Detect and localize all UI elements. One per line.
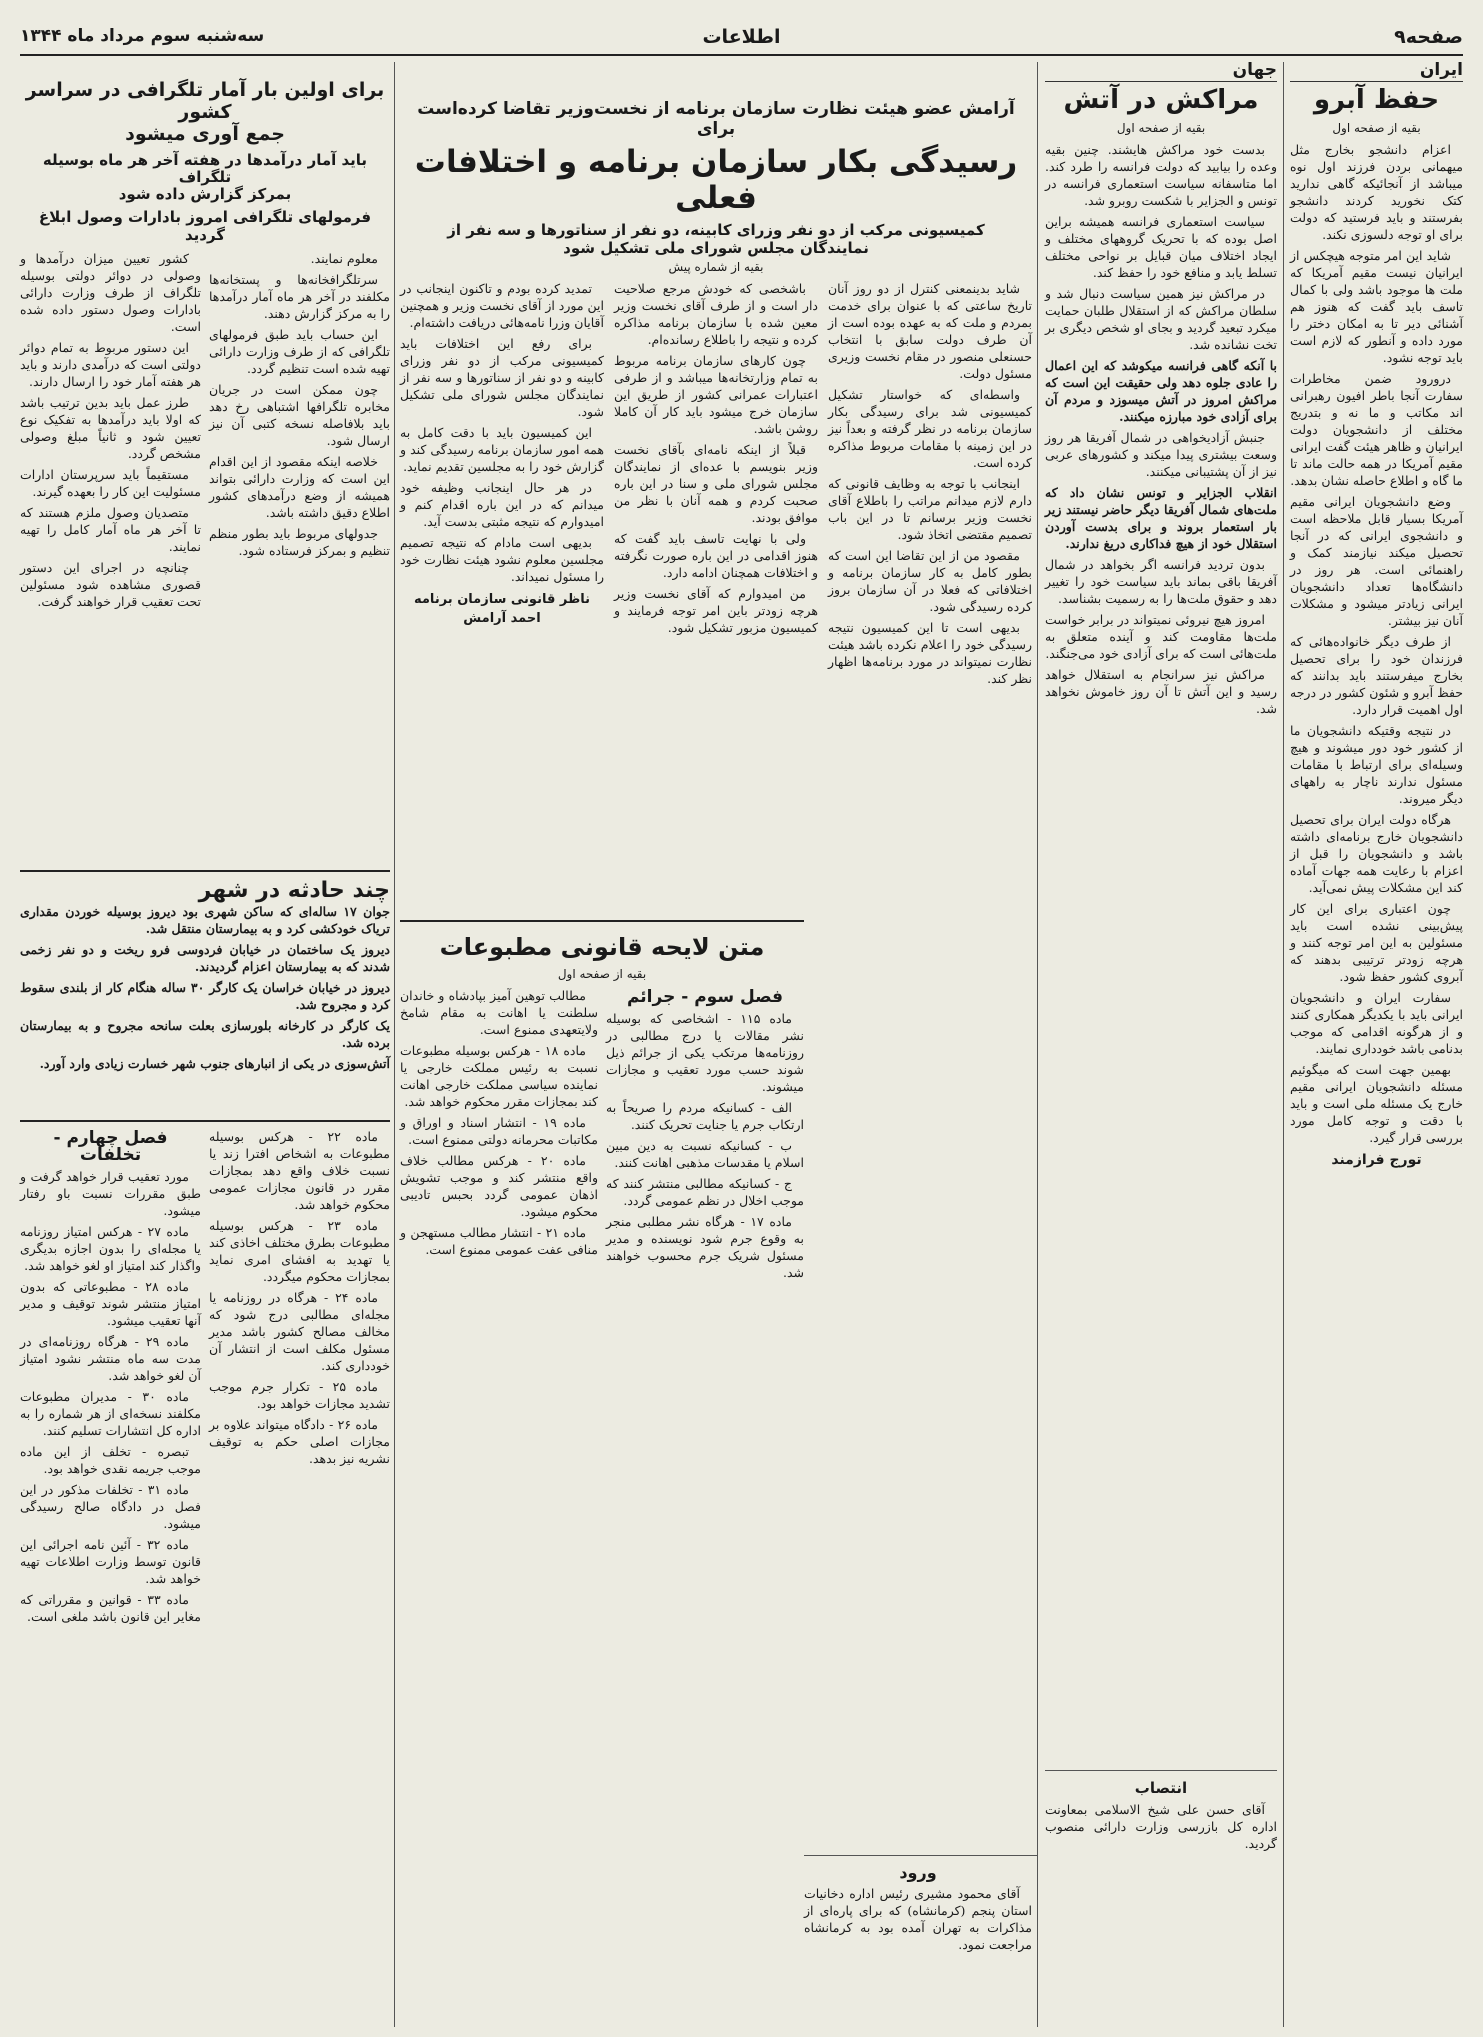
paragraph: بدون تردید فرانسه اگر بخواهد در شمال آفریقا باقی بماند باید سیاست خود را تغییر دهد و حقوق ملت‌ها را به رسمیت بشناسد. <box>1045 556 1277 606</box>
continued-note: بقیه از صفحه اول <box>1332 120 1421 135</box>
law-article: ماده ۳۱ - تخلفات مذکور در این فصل در دادگاه صالح رسیدگی میشود. <box>20 1482 201 1531</box>
paragraph: این دستور مربوط به تمام دوائر دولتی است که درآمدی دارند و باید هر هفته آمار خود را ارسال دارند. <box>20 339 201 389</box>
section-label-world: جهان <box>1045 62 1277 82</box>
paragraph: سرتلگرافخانه‌ها و پستخانه‌ها مکلفند در آخر هر ماه آمار درآمدها را به مرکز گزارش دهند. <box>209 271 390 321</box>
headline-plan-organization: رسیدگی بکار سازمان برنامه و اختلافات فعلی <box>414 144 1018 216</box>
column-iran <box>1290 62 1463 2022</box>
paragraph: باشخصی که خودش مرجع صلاحیت دار است و از طرف آقای نخست وزیر معین شده با سازمان برنامه مذاکره کرده و نتیجه را باطلاع رسانده‌ام. <box>614 280 818 347</box>
notice-text: آقای حسن علی شیخ الاسلامی بمعاونت اداره کل بازرسی وزارت دارائی منصوب گردید. <box>1045 1802 1277 1851</box>
headline-hefz-aberu: حفظ آبرو <box>1313 85 1440 115</box>
column-rule <box>1037 62 1038 2027</box>
masthead <box>20 20 1463 56</box>
subhead: باید آمار درآمدها در هفته آخر هر ماه بوسیله تلگراف <box>42 150 368 186</box>
paragraph: دیروز در خیابان خراسان یک کارگر ۳۰ ساله هنگام کار از بلندی سقوط کرد و مجروح شد. <box>20 980 391 1013</box>
continued-note: بقیه از صفحه اول <box>1116 120 1206 135</box>
paragraph: در مراکش نیز همین سیاست دنبال شد و سلطان مراکش که از استقلال طلبان حمایت میکرد تبعید گردید و بجای او شخص دیگری بر تخت نشانده شد. <box>1045 285 1277 352</box>
paragraph: امروز هیچ نیروئی نمیتواند در برابر خواست ملت‌ها مقاومت کند و آینده متعلق به ملت‌هائی است که برای آزادی خود می‌جنگند. <box>1045 611 1277 661</box>
page-number: صفحه۹ <box>1394 26 1463 48</box>
law-article: ماده ۲۶ - دادگاه میتواند علاوه بر مجازات اصلی حکم به توقیف نشریه نیز بدهد. <box>209 1417 390 1466</box>
paragraph: برای رفع این اختلافات باید کمیسیونی مرکب از دو نفر وزرای کابینه و دو نفر از سناتورها و سه نفر از نمایندگان مجلس شورای ملی تشکیل شود. <box>400 335 604 419</box>
headline-incidents: چند حادثه در شهر <box>198 878 390 903</box>
paragraph: از طرف دیگر خانواده‌هائی که فرزندان خود را برای تحصیل بخارج میفرستند باید بدانند که حفظ آبرو و شئون کشور در درجه اول اهمیت قرار دارد. <box>1290 633 1463 717</box>
law-column <box>606 987 804 1285</box>
law-article: تبصره - تخلف از این ماده موجب جریمه نقدی خواهد بود. <box>20 1444 201 1476</box>
paragraph: هرگاه دولت ایران برای تحصیل دانشجویان خارج برنامه‌ای داشته باشد و دانشجویان را قبل از اعزام با رعایت همه جهات آماده کند این مشکلات پیش نمی‌آید. <box>1290 811 1463 895</box>
subhead: بمرکز گزارش داده شود <box>118 185 292 204</box>
paper-name: اطلاعات <box>702 26 781 48</box>
paragraph: بهمین جهت است که میگوئیم مسئله دانشجویان ایرانی مقیم خارج یک مسئله ملی است و باید با دقت و توجه کامل مورد بررسی قرار گیرد. <box>1290 1061 1463 1145</box>
paragraph: انقلاب الجزایر و تونس نشان داد که ملت‌های شمال آفریقا دیگر حاضر نیستند زیر بار استعمار بروند و برای بدست آوردن استقلال خود از هیچ فداکاری دریغ ندارند. <box>1045 484 1277 551</box>
law-article: ماده ۱۷ - هرگاه نشر مطلبی منجر به وقوع جرم شود نویسنده و مدیر مسئول شریک جرم محسوب خواهند شد. <box>606 1213 804 1280</box>
article-column <box>828 280 1032 691</box>
law-article: ماده ۲۷ - هرکس امتیاز روزنامه یا مجله‌ای را بدون اجازه بدیگری واگذار کند امتیاز او لغو خواهد شد. <box>20 1224 201 1273</box>
law-article: ماده ۲۱ - انتشار مطالب مستهجن و منافی عفت عمومی ممنوع است. <box>400 1224 598 1257</box>
paragraph: متصدیان وصول ملزم هستند که تا آخر هر ماه آمار کامل را تهیه نمایند. <box>20 504 201 554</box>
law-article: ماده ۱۱۵ - اشخاصی که بوسیله نشر مقالات یا درج مطالبی در روزنامه‌ها مرتکب یکی از جرائم ذیل شوند حسب مورد تعقیب و مجازات میشوند. <box>606 1010 804 1094</box>
paragraph: مقصود من از این تقاضا این است که بطور کامل به کار سازمان برنامه و اختلافاتی که فعلا در آن سازمان بروز کرده رسیدگی شود. <box>828 547 1032 614</box>
kicker-line2: جمع آوری میشود <box>125 122 285 145</box>
paragraph: چون کارهای سازمان برنامه مربوط به تمام وزارتخانه‌ها میباشد و از طرفی اعتبارات عمرانی کشور از طریق این سازمان خرج میشود باید کار آن کاملا روشن باشد. <box>614 352 818 436</box>
divider <box>20 1120 390 1122</box>
law-article: ماده ۱۹ - انتشار اسناد و اوراق و مکاتبات محرمانه دولتی ممنوع است. <box>400 1114 598 1147</box>
headline-press-law: متن لایحه قانونی مطبوعات <box>439 933 765 961</box>
divider <box>804 1855 1037 1856</box>
notice-text: آقای محمود مشیری رئیس اداره دخانیات استان پنجم (کرمانشاه) که برای پاره‌ای از مذاکرات به تهران آمده بود به کرمانشاه مراجعت نمود. <box>804 1886 1032 1952</box>
law-article: مورد تعقیب قرار خواهد گرفت و طبق مقررات نسبت باو رفتار میشود. <box>20 1169 201 1218</box>
law-article: ماده ۲۰ - هرکس مطالب خلاف واقع منتشر کند و موجب تشویش اذهان عمومی گردد بحبس تادیبی محکوم میشود. <box>400 1152 598 1219</box>
paragraph: سیاست استعماری فرانسه همیشه براین اصل بوده که با تحریک گروههای مختلف و ایجاد اختلاف میان قبایل بر نواحی مختلف تسلط یابد و منافع خود را حفظ کند. <box>1045 213 1277 280</box>
issue-date: سه‌شنبه سوم مرداد ماه ۱۳۴۴ <box>20 26 265 46</box>
divider <box>20 870 390 872</box>
article-columns <box>400 280 1032 691</box>
paragraph: معلوم نمایند. <box>310 250 378 266</box>
notice-appointment <box>1045 1778 1277 1851</box>
law-columns <box>20 1128 390 1629</box>
law-article: ماده ۱۸ - هرکس بوسیله مطبوعات نسبت به رئیس مملکت خارجی یا نماینده سیاسی مملکت خارجی اهانت کند بمجازات مقرر محکوم خواهد شد. <box>400 1042 598 1109</box>
signature-title: ناظر قانونی سازمان برنامه <box>414 591 590 607</box>
paragraph: قبلاً از اینکه نامه‌ای بآقای نخست وزیر بنویسم با عده‌ای از نمایندگان مجلس شورای ملی و سنا در این باره صحبت کردم و همه آنان با نظر من موافق بودند. <box>614 441 818 525</box>
paragraph: یک کارگر در کارخانه بلورسازی بعلت سانحه مجروح و به بیمارستان برده شد. <box>20 1018 390 1051</box>
signature-name: احمد آرامش <box>463 610 541 626</box>
subhead: فرمولهای تلگرافی امروز بادارات وصول ابلاغ گردید <box>38 208 372 244</box>
article-column <box>209 250 390 614</box>
paragraph: چون اعتباری برای این کار پیش‌بینی نشده است باید مسئولین به این امر توجه کنند و هرچه زودتر ترتیبی بدهند که آبروی کشور حفظ شود. <box>1290 900 1463 984</box>
article-law-continued <box>20 1128 390 2027</box>
paragraph: مستقیماً باید سرپرستان ادارات مسئولیت این کار را بعهده گیرند. <box>20 466 201 499</box>
paragraph: مراکش نیز سرانجام به استقلال خواهد رسید و این آتش تا آن روز خاموش نخواهد شد. <box>1045 666 1277 716</box>
paragraph: وضع دانشجویان ایرانی مقیم آمریکا بسیار قابل ملاحظه است و دانشجوی ایرانی که در آنجا تحصیل میکند نیازمند کمک و راهنمائی است. هر روز در دانشگاه‌ها تعداد دانشجویان ایرانی زیادتر میشود و مشکلات آنان نیز بیشتر. <box>1290 493 1463 628</box>
article-body <box>1290 141 1463 1146</box>
paragraph: شاید بدینمعنی کنترل از دو روز آنان تاریخ ساعتی که با عنوان برای خدمت بمردم و ملت که به عهده بوده است از آن طرف دولت سابق با انتخاب حسنعلی منصور در مقام نخست وزیری مسئول دولت. <box>828 280 1032 381</box>
continued-note: بقیه از صفحه اول <box>557 966 647 981</box>
paragraph: چون ممکن است در جریان مخابره تلگرافها اشتباهی رخ دهد باید بلافاصله نسخه کتبی آن نیز ارسال شود. <box>209 381 390 448</box>
column-world <box>1045 62 1277 1562</box>
paragraph: کشور تعیین میزان درآمدها و وصولی در دوائر دولتی بوسیله تلگراف از طرف وزارت دارائی بادارات وصول دستور داده شده است. <box>20 250 201 334</box>
article-incidents <box>20 878 390 1108</box>
divider <box>400 920 804 922</box>
law-article: ماده ۳۳ - قوانین و مقرراتی که مغایر این قانون باشد ملغی است. <box>20 1592 201 1624</box>
paragraph: شاید این امر متوجه هیچکس از ایرانیان نیست مقیم آمریکا که ملت ها موجود باشد ولی با کمال تاسف باید گفت که هنوز هم آشنائی دیر تا به امکان دختر را مورد داده و آنطور که لازم است باید توجه نشود. <box>1290 247 1463 365</box>
paragraph: درورود ضمن مخاطرات سفارت آنجا باطر افیون رهبرانی اند مکاتب و ما نه و بتدریج مختلف از دانشجویان دولت ایرانیان و ظاهر هیئت گفت ایرانی مقیم آمریکا در همه حالت ماند تا ما گاه و اطلاع حاصله نشان بدهد. <box>1290 370 1463 488</box>
law-column <box>20 1128 201 1629</box>
article-telegraph <box>20 80 390 860</box>
paragraph: در نتیجه وقتیکه دانشجویان ما از کشور خود دور میشوند و هیچ وسیله‌ای برای ارتباط با مقامات مسئول ندارند ناچار به راههای دیگر میروند. <box>1290 722 1463 806</box>
article-column <box>614 280 818 691</box>
paragraph: من امیدوارم که آقای نخست وزیر هرچه زودتر باین امر توجه فرمایند و کمیسیون مزبور تشکیل شود. <box>614 585 818 635</box>
law-article: ماده ۲۵ - تکرار جرم موجب تشدید مجازات خواهد بود. <box>209 1379 390 1411</box>
paragraph: بدیهی است مادام که نتیجه تصمیم مجلسین معلوم نشود هیئت نظارت خود را مسئول نمیداند. <box>400 534 604 584</box>
kicker: برای اولین بار آمار تلگرافی در سراسر کشور <box>25 79 385 123</box>
paragraph: اعزام دانشجو بخارج مثل میهمانی بردن فرزند اول نوه میباشد از آنجائیکه گاهی ندارید کتک نخورید کردند دانشجو بفرستند و باید فرستید که دولت برای او توجه دلسوزی نکند. <box>1290 141 1463 242</box>
paragraph: تمدید کرده بودم و تاکنون اینجانب در این مورد از آقای نخست وزیر و همچنین آقایان وزرا نامه‌هائی دریافت داشته‌ام. <box>400 280 604 330</box>
paragraph: این کمیسیون باید با دقت کامل به همه امور سازمان برنامه رسیدگی کند و گزارش خود را به مجلسین تقدیم نماید. <box>400 424 604 474</box>
paragraph: اینجانب با توجه به وظایف قانونی که دارم لازم میدانم مراتب را باطلاع آقای نخست وزیر برسانم تا در این باب تصمیم مقتضی اتخاذ شود. <box>828 475 1032 542</box>
article-press-law <box>400 930 804 2027</box>
paragraph: در هر حال اینجانب وظیفه خود میدانم که در این باره اقدام کنم و امیدوارم که نتیجه مثبتی بدست آید. <box>400 479 604 529</box>
law-article: ب - کسانیکه نسبت به دین مبین اسلام یا مقدسات مذهبی اهانت کنند. <box>606 1137 804 1170</box>
headline-morocco: مراکش در آتش <box>1063 85 1259 115</box>
law-column <box>209 1128 390 1629</box>
divider <box>1045 1770 1277 1771</box>
notice-arrival <box>804 1862 1032 2027</box>
law-article: ماده ۲۳ - هرکس بوسیله مطبوعات بطرق مختلف اخاذی کند یا تهدید به افشای امری نماید بمجازات محکوم میگردد. <box>209 1218 390 1284</box>
law-article: مطالب توهین آمیز بپادشاه و خاندان سلطنت یا اهانت به مقام شامخ ولایتعهدی ممنوع است. <box>400 987 598 1037</box>
chapter-title: فصل سوم - جرائم <box>626 986 784 1007</box>
kicker: آرامش عضو هیئت نظارت سازمان برنامه از نخست‌وزیر تقاضا کرده‌است برای <box>417 99 1015 139</box>
paragraph: با آنکه گاهی فرانسه میکوشد که این اعمال را عادی جلوه دهد ولی حقیقت این است که مراکش امروز در آتش میسوزد و مردم آن برای آزادی خود مبارزه میکنند. <box>1045 357 1277 424</box>
paragraph: طرز عمل باید بدین ترتیب باشد که اولا باید درآمدها به تفکیک نوع تعیین شود و ثانیاً مبلغ وصولی مشخص گردد. <box>20 394 201 461</box>
law-column <box>400 987 598 1285</box>
paragraph: بدست خود مراکش هایشند. چنین بقیه وعده را بیابید که دولت فرانسه را طرد کند. اما متاسفانه سیاست استعماری فرانسه در تونس و الجزایر با شکست روبرو شد. <box>1045 141 1277 208</box>
paragraph: ولی با نهایت تاسف باید گفت که هنوز اقدامی در این باره صورت نگرفته و اختلافات همچنان ادامه دارد. <box>614 530 818 580</box>
paragraph: خلاصه اینکه مقصود از این اقدام این است که وزارت دارائی بتواند همیشه از وضع درآمدهای کشور اطلاع دقیق داشته باشد. <box>209 453 390 520</box>
law-article: ماده ۳۰ - مدیران مطبوعات مکلفند نسخه‌ای از هر شماره را به اداره کل انتشارات تسلیم کنند. <box>20 1389 201 1438</box>
law-article: الف - کسانیکه مردم را صریحاً به ارتکاب جرم یا جنایت تحریک کنند. <box>606 1099 804 1132</box>
article-column <box>20 250 201 614</box>
paragraph: جوان ۱۷ ساله‌ای که ساکن شهری بود دیروز بوسیله خوردن مقداری تریاک خودکشی کرد و به بیمارستان منتقل شد. <box>20 904 390 937</box>
paragraph: چنانچه در اجرای این دستور قصوری مشاهده شود مسئولین تحت تعقیب قرار خواهند گرفت. <box>20 559 201 609</box>
paragraph: بدیهی است تا این کمیسیون نتیجه رسیدگی خود را اعلام نکرده باشد هیئت نظارت نمیتواند در مورد برنامه‌ها اظهار نظر کند. <box>828 619 1032 686</box>
paragraph: این حساب باید طبق فرمولهای تلگرافی که از طرف وزارت دارائی تهیه شده است تنظیم گردد. <box>209 326 390 376</box>
law-columns <box>400 987 804 1285</box>
paragraph: آتش‌سوزی در یکی از انبارهای جنوب شهر خسارت زیادی وارد آورد. <box>39 1056 390 1072</box>
law-article: ماده ۲۸ - مطبوعاتی که بدون امتیاز منتشر شوند توقیف و مدیر آنها تعقیب میشود. <box>20 1279 201 1328</box>
chapter-title: فصل چهارم - تخلفات <box>53 1128 168 1165</box>
law-article: ماده ۲۲ - هرکس بوسیله مطبوعات به اشخاص افترا زند یا نسبت خلاف واقع دهد بمجازات مقرر در قانون مجازات عمومی محکوم خواهد شد. <box>209 1129 390 1212</box>
law-article: ماده ۲۴ - هرگاه در روزنامه یا مجله‌ای مطالبی درج شود که مخالف مصالح کشور باشد مدیر مسئول مکلف است از انتشار آن خودداری کند. <box>209 1290 390 1373</box>
article-columns <box>20 250 390 614</box>
paragraph: جنبش آزادیخواهی در شمال آفریقا هر روز وسعت بیشتری پیدا میکند و کشورهای عربی نیز از آن پشتیبانی میکنند. <box>1045 429 1277 479</box>
article-column <box>400 280 604 691</box>
section-label-iran: ایران <box>1290 62 1463 82</box>
column-rule <box>394 62 395 2027</box>
paragraph: جدولهای مربوط باید بطور منظم تنظیم و بمرکز فرستاده شود. <box>209 525 390 558</box>
law-article: ماده ۳۲ - آئین نامه اجرائی این قانون توسط وزارت اطلاعات تهیه خواهد شد. <box>20 1537 201 1586</box>
paragraph: سفارت ایران و دانشجویان ایرانی باید با یکدیگر همکاری کنند و از هرگونه اقدامی که موجب بدنامی باشد خودداری نمایند. <box>1290 989 1463 1056</box>
notice-title: انتصاب <box>1134 1779 1188 1797</box>
notice-title: ورود <box>899 1863 937 1882</box>
paragraph: واسطه‌ای که خواستار تشکیل کمیسیونی شد برای رسیدگی بکار سازمان برنامه در نظر گرفته و بعداً نیز در این زمینه با مقامات مربوط مذاکره کرده است. <box>828 386 1032 470</box>
continued-note: بقیه از شماره پیش <box>668 259 764 274</box>
law-article: ماده ۲۹ - هرگاه روزنامه‌ای در مدت سه ماه منتشر نشود امتیاز آن لغو خواهد شد. <box>20 1334 201 1383</box>
subhead: کمیسیونی مرکب از دو نفر وزرای کابینه، دو نفر از سناتورها و سه نفر از نمایندگان مجلس شورای ملی تشکیل شود <box>447 221 985 257</box>
author-signature: تورج فرازمند <box>1331 1151 1422 1168</box>
paragraph: دیروز یک ساختمان در خیابان فردوسی فرو ریخت و دو نفر زخمی شدند که به بیمارستان اعزام گردیدند. <box>20 942 390 975</box>
law-article: ج - کسانیکه مطالبی منتشر کنند که موجب اخلال در نظم عمومی گردد. <box>606 1175 804 1208</box>
column-rule <box>1283 62 1284 2027</box>
